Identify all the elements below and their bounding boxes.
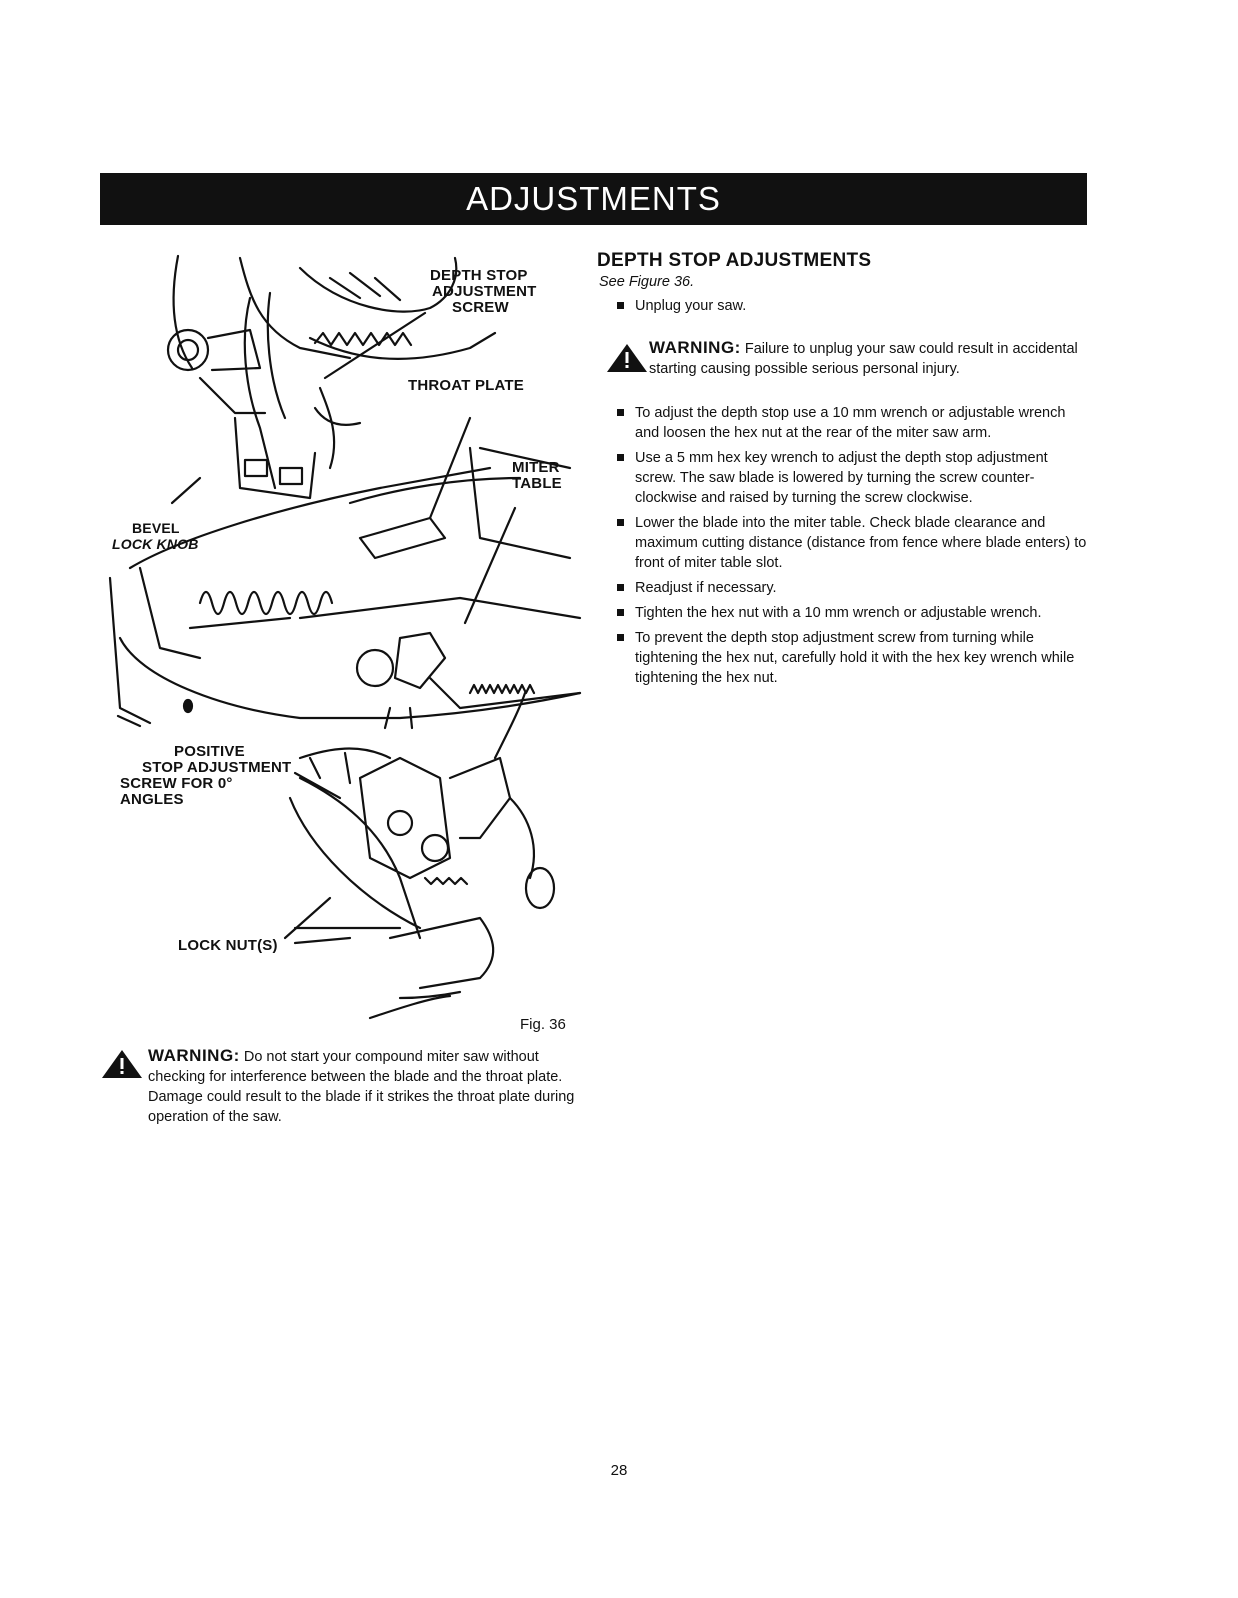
- list-item: [597, 296, 1087, 316]
- bullet-square-icon: [617, 409, 624, 416]
- list-item-text: Use a 5 mm hex key wrench to adjust the depth stop adjustment screw. The saw blade is lowered by turning the screw counter-clockwise and raised by turning the screw clockwise.: [635, 450, 1048, 506]
- miter-saw-illustration: [100, 238, 590, 1028]
- warning-label: WARNING:: [148, 1046, 240, 1065]
- callout-depth-stop-line3: SCREW: [452, 299, 509, 316]
- callout-miter-table: [512, 460, 562, 492]
- bullet-square-icon: [617, 584, 624, 591]
- list-item-text: Lower the blade into the miter table. Check blade clearance and maximum cutting distance (distance from fence where blade enters) to front of miter table slot.: [635, 515, 1087, 571]
- callout-bevel-line1: BEVEL: [132, 520, 180, 536]
- section-banner: ADJUSTMENTS: [100, 173, 1087, 225]
- page-number: 28: [610, 1462, 628, 1479]
- warning-body: Failure to unplug your saw could result in accidental starting causing possible serious personal injury.: [649, 341, 1078, 377]
- list-item-text: To adjust the depth stop use a 10 mm wrench or adjustable wrench and loosen the hex nut at the rear of the miter saw arm.: [635, 405, 1066, 441]
- list-item-text: Unplug your saw.: [635, 298, 747, 314]
- list-item-text: Readjust if necessary.: [635, 580, 777, 596]
- warning-unplug: [597, 338, 1087, 379]
- steps-list: [597, 403, 1087, 688]
- figure-caption: Fig. 36: [520, 1016, 566, 1033]
- callout-depth-stop-line1: DEPTH STOP: [430, 267, 528, 284]
- list-item: [597, 603, 1087, 623]
- callout-bevel-line2: LOCK KNOB: [112, 536, 199, 552]
- warning-unplug-text: [649, 338, 1087, 379]
- warning-body: Do not start your compound miter saw without checking for interference between the blade and the throat plate. Damage could result to the blade if it strikes the throat plate during operation of the saw.: [148, 1049, 575, 1125]
- callout-depth-stop-line2: ADJUSTMENT: [432, 283, 537, 300]
- callout-miter-table-line2: TABLE: [512, 475, 562, 492]
- callout-positive-stop: [120, 744, 298, 808]
- callout-positive-stop-line2: STOP ADJUSTMENT: [142, 759, 292, 776]
- warning-interference: [100, 1046, 580, 1127]
- bullet-square-icon: [617, 634, 624, 641]
- list-item: [597, 403, 1087, 443]
- warning-triangle-icon: [605, 342, 649, 374]
- list-item: [597, 448, 1087, 508]
- section-title: DEPTH STOP ADJUSTMENTS: [597, 250, 872, 271]
- warning-interference-text: [148, 1046, 580, 1127]
- warning-label: WARNING:: [649, 338, 741, 357]
- callout-positive-stop-line1: POSITIVE: [174, 743, 245, 760]
- list-item: [597, 628, 1087, 688]
- bullet-square-icon: [617, 519, 624, 526]
- bullet-square-icon: [617, 302, 624, 309]
- warning-triangle-icon: [100, 1048, 144, 1080]
- bullet-square-icon: [617, 454, 624, 461]
- callout-lock-nuts: LOCK NUT(S): [178, 937, 278, 954]
- callout-throat-plate: THROAT PLATE: [408, 377, 524, 394]
- bullet-square-icon: [617, 609, 624, 616]
- first-bullet-list: [597, 296, 1087, 316]
- list-item-text: To prevent the depth stop adjustment screw from turning while tightening the hex nut, carefully hold it with the hex key wrench while tightening the hex nut.: [635, 630, 1075, 686]
- list-item-text: Tighten the hex nut with a 10 mm wrench or adjustable wrench.: [635, 605, 1042, 621]
- list-item: [597, 578, 1087, 598]
- callout-positive-stop-line3: SCREW FOR 0° ANGLES: [120, 775, 233, 808]
- callout-miter-table-line1: MITER: [512, 459, 560, 476]
- depth-stop-section: [597, 250, 1087, 693]
- callout-depth-stop: [430, 268, 537, 316]
- see-figure-note: See Figure 36.: [599, 274, 695, 290]
- figure-36: [100, 238, 590, 1028]
- list-item: [597, 513, 1087, 573]
- callout-bevel-lock-knob: [112, 520, 199, 552]
